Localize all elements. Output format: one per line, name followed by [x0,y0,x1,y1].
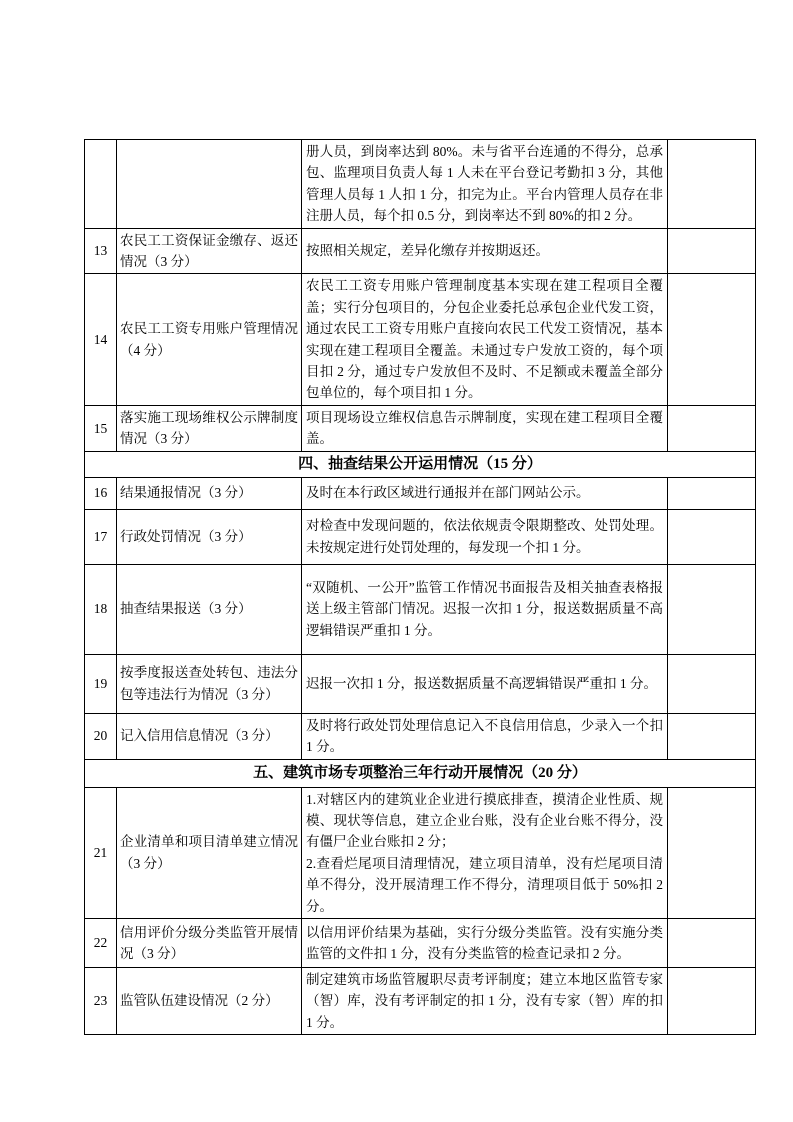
table-row-13 [85,228,756,274]
table-row-20 [85,713,756,759]
criteria-cell [302,787,668,918]
table-row-19 [85,654,756,713]
row-number-cell: 14 [85,274,117,405]
score-cell [668,405,756,451]
criteria-line-2: 2.查看烂尾项目清理情况，建立项目清单，没有烂尾项目清单不得分，没开展清理工作不得分，清理项目低于 50%扣 2 分。 [306,855,663,914]
score-cell [668,140,756,229]
item-name-cell: 按季度报送查处转包、违法分包等违法行为情况（3 分） [117,654,302,713]
score-cell [668,509,756,564]
table-row-21 [85,787,756,918]
item-name-cell [117,140,302,229]
row-number-cell [85,140,117,229]
criteria-line-1: 1.对辖区内的建筑业企业进行摸底排查，摸清企业性质、规模、现状等信息，建立企业台账，没有企业台账不得分，没有僵尸企业台账扣 2 分； [306,791,663,850]
score-cell [668,564,756,654]
row-number-cell: 15 [85,405,117,451]
score-cell [668,787,756,918]
criteria-cell: 农民工工资专用账户管理制度基本实现在建工程项目全覆盖；实行分包项目的，分包企业委托总承包企业代发工资，通过农民工工资专用账户直接向农民工代发工资情况，基本实现在建工程项目全覆盖。未通过专户发放工资的，每个项目扣 2 分，通过专户发放但不及时、不足额或未覆盖全部分包单位的，每个项目扣 1 分。 [302,274,668,405]
table-row-18 [85,564,756,654]
criteria-cell: 迟报一次扣 1 分，报送数据质量不高逻辑错误严重扣 1 分。 [302,654,668,713]
criteria-cell: 册人员，到岗率达到 80%。未与省平台连通的不得分，总承包、监理项目负责人每 1 人未在平台登记考勤扣 3 分，其他管理人员每 1 人扣 1 分，扣完为止。平台内管理人员存在非注册人员，每个扣 0.5 分，到岗率达不到 80%的扣 2 分。 [302,140,668,229]
score-cell [668,654,756,713]
criteria-cell: 按照相关规定，差异化缴存并按期返还。 [302,228,668,274]
table-row-17 [85,509,756,564]
item-name-cell: 农民工工资专用账户管理情况（4 分） [117,274,302,405]
criteria-cell: 制定建筑市场监管履职尽责考评制度；建立本地区监管专家（智）库，没有考评制定的扣 1 分，没有专家（智）库的扣 1 分。 [302,967,668,1034]
table-row-16 [85,477,756,509]
item-name-cell: 落实施工现场维权公示牌制度情况（3 分） [117,405,302,451]
section-header-row-4 [85,451,756,477]
criteria-cell: 对检查中发现问题的，依法依规责令限期整改、处罚处理。未按规定进行处罚处理的，每发现一个扣 1 分。 [302,509,668,564]
row-number-cell: 23 [85,967,117,1034]
row-number-cell: 21 [85,787,117,918]
item-name-cell: 行政处罚情况（3 分） [117,509,302,564]
item-name-cell: 结果通报情况（3 分） [117,477,302,509]
score-cell [668,274,756,405]
score-cell [668,713,756,759]
criteria-cell: 项目现场设立维权信息告示牌制度，实现在建工程项目全覆盖。 [302,405,668,451]
assessment-table [84,139,756,1035]
criteria-cell: 以信用评价结果为基础，实行分级分类监管。没有实施分类监管的文件扣 1 分，没有分类监管的检查记录扣 2 分。 [302,918,668,967]
criteria-cell: 及时将行政处罚处理信息记入不良信用信息，少录入一个扣 1 分。 [302,713,668,759]
item-name-cell: 信用评价分级分类监管开展情况（3 分） [117,918,302,967]
section-header-row-5 [85,759,756,787]
table-row-23 [85,967,756,1034]
row-number-cell: 13 [85,228,117,274]
table-row-continuation [85,140,756,229]
row-number-cell: 17 [85,509,117,564]
table-row-22 [85,918,756,967]
row-number-cell: 20 [85,713,117,759]
row-number-cell: 22 [85,918,117,967]
row-number-cell: 18 [85,564,117,654]
score-cell [668,967,756,1034]
section-title: 四、抽查结果公开运用情况（15 分） [85,451,756,477]
table-row-15 [85,405,756,451]
section-title: 五、建筑市场专项整治三年行动开展情况（20 分） [85,759,756,787]
item-name-cell: 抽查结果报送（3 分） [117,564,302,654]
criteria-cell: 及时在本行政区域进行通报并在部门网站公示。 [302,477,668,509]
row-number-cell: 16 [85,477,117,509]
score-cell [668,918,756,967]
score-cell [668,228,756,274]
table-row-14 [85,274,756,405]
criteria-cell: “双随机、一公开”监管工作情况书面报告及相关抽查表格报送上级主管部门情况。迟报一次扣 1 分，报送数据质量不高逻辑错误严重扣 1 分。 [302,564,668,654]
item-name-cell: 记入信用信息情况（3 分） [117,713,302,759]
item-name-cell: 监管队伍建设情况（2 分） [117,967,302,1034]
item-name-cell: 企业清单和项目清单建立情况（3 分） [117,787,302,918]
item-name-cell: 农民工工资保证金缴存、返还情况（3 分） [117,228,302,274]
row-number-cell: 19 [85,654,117,713]
score-cell [668,477,756,509]
